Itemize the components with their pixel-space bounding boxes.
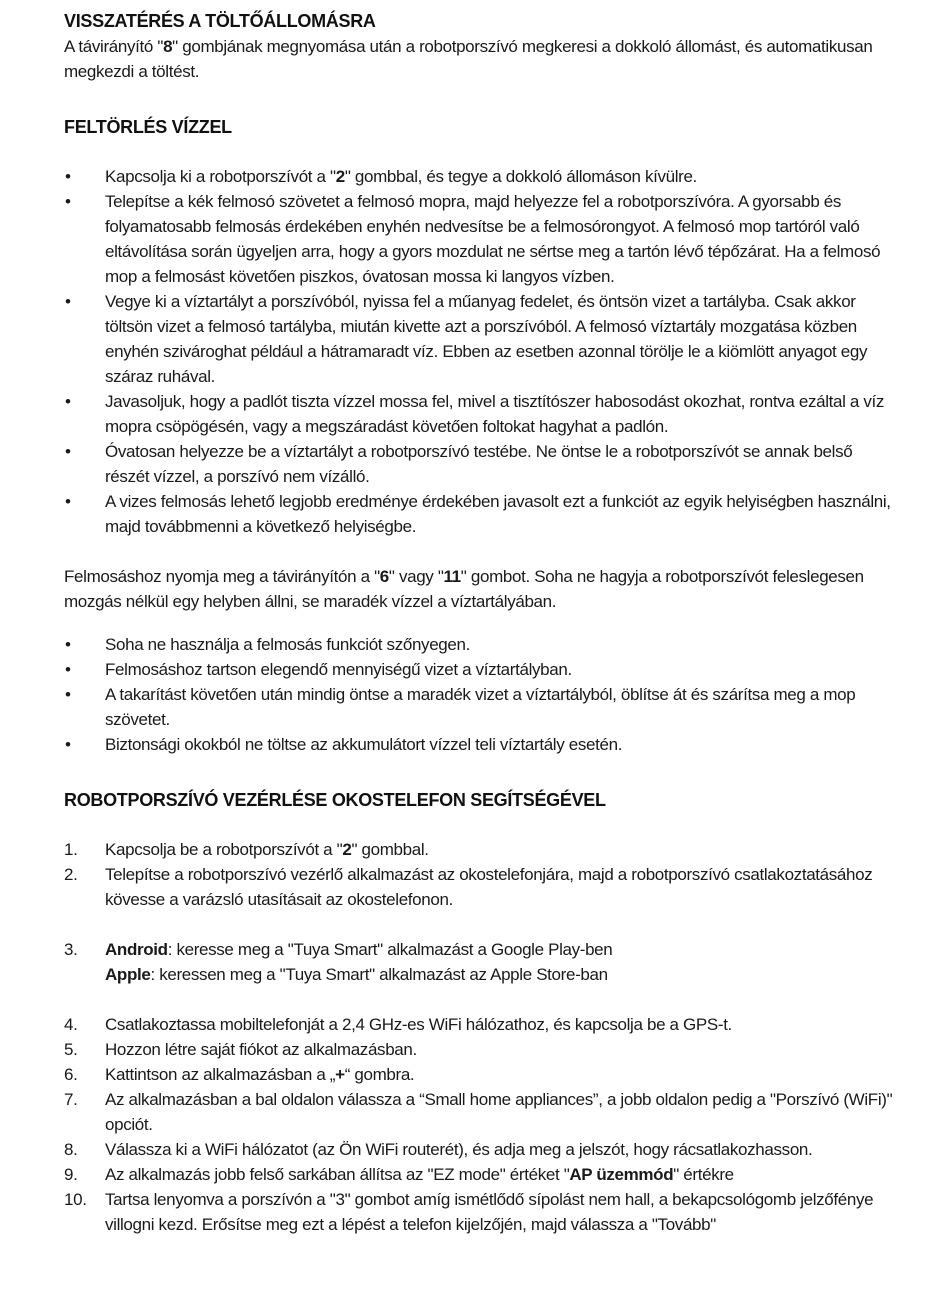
list-item: 4. Csatlakoztassa mobiltelefonját a 2,4 GHz-es WiFi hálózathoz, és kapcsolja be a GPS-t. bbox=[64, 1015, 732, 1034]
manual-page bbox=[64, 8, 894, 1237]
mopping-caution-list bbox=[64, 632, 894, 757]
list-item: 8. Válassza ki a WiFi hálózatot (az Ön WiFi routerét), és adja meg a jelszót, hogy rácsatlakozhasson. bbox=[64, 1140, 813, 1159]
list-item: • Soha ne használja a felmosás funkciót szőnyegen. bbox=[64, 632, 894, 657]
list-item: • Felmosáshoz tartson elegendő mennyiségű vizet a víztartályban. bbox=[64, 657, 894, 682]
list-item: • Telepítse a kék felmosó szövetet a felmosó mopra, majd helyezze fel a robotporszívóra. A gyorsabb és folyamatosabb felmosás érdekében enyhén nedvesítse be a felmosórongyot. A felmosó mop tartóról való eltávolítása során ügyeljen arra, hogy a gyors mozdulat ne sértse meg a tartón lévő tépőzárat. Ha a felmosó mop a felmosást követően piszkos, óvatosan mossa ki langyos vízben. bbox=[64, 189, 894, 289]
list-item: • Biztonsági okokból ne töltse az akkumulátort vízzel teli víztartály esetén. bbox=[64, 732, 894, 757]
list-item: • Vegye ki a víztartályt a porszívóból, nyissa fel a műanyag fedelet, és öntsön vizet a tartályba. Csak akkor töltsön vizet a felmosó tartályba, miután kivette azt a porszívóból. A felmosó víztartály mozgatása közben enyhén szivároghat például a hátramaradt víz. Ebben az esetben azonnal törölje le a kiömlött anyagot egy száraz ruhával. bbox=[64, 289, 894, 389]
list-item: 10. Tartsa lenyomva a porszívón a "3" gombot amíg ismétlődő sípolást nem hall, a bekapcsológomb jelzőfénye villogni kezd. Erősítse meg ezt a lépést a telefon kijelzőjén, majd válassza a "Tovább" bbox=[64, 1190, 874, 1234]
list-item: 9. Az alkalmazás jobb felső sarkában állítsa az "EZ mode" értéket "AP üzemmód" értékre bbox=[64, 1165, 734, 1184]
list-item: • A takarítást követően után mindig öntse a maradék vizet a víztartályból, öblítse át és szárítsa meg a mop szövetet. bbox=[64, 682, 894, 732]
list-item: 1. Kapcsolja be a robotporszívót a "2" gombbal. bbox=[64, 840, 429, 859]
smartphone-steps-list bbox=[64, 837, 894, 1237]
section-title-smartphone-control: ROBOTPORSZÍVÓ VEZÉRLÉSE OKOSTELEFON SEGÍTSÉGÉVEL bbox=[64, 790, 606, 810]
list-item: 2. Telepítse a robotporszívó vezérlő alkalmazást az okostelefonjára, majd a robotporszívó csatlakoztatásához kövesse a varázsló utasításait az okostelefonon. bbox=[64, 865, 873, 909]
paragraph-return-to-dock: A távirányító "8" gombjának megnyomása után a robotporszívó megkeresi a dokkoló állomást, és automatikusan megkezdi a töltést. bbox=[64, 37, 873, 81]
list-item: • Javasoljuk, hogy a padlót tiszta vízzel mossa fel, mivel a tisztítószer habosodást okozhat, rontva ezáltal a víz mopra csöpögésén, vagy a megszáradást követően foltokat hagyhat a padlón. bbox=[64, 389, 894, 439]
list-item: • A vizes felmosás lehető legjobb eredménye érdekében javasolt ezt a funkciót az egyik helyiségben használni, majd továbbmenni a következő helyiségbe. bbox=[64, 489, 894, 539]
list-item: 7. Az alkalmazásban a bal oldalon válassza a “Small home appliances”, a jobb oldalon pedig a "Porszívó (WiFi)" opciót. bbox=[64, 1090, 893, 1134]
list-item: 3. Android: keresse meg a "Tuya Smart" alkalmazást a Google Play-ben Apple: keressen meg a "Tuya Smart" alkalmazást az Apple Store-ban bbox=[64, 940, 613, 984]
list-item: 5. Hozzon létre saját fiókot az alkalmazásban. bbox=[64, 1040, 417, 1059]
list-item: 6. Kattintson az alkalmazásban a „+“ gombra. bbox=[64, 1065, 415, 1084]
mopping-bullet-list bbox=[64, 164, 894, 539]
paragraph-mopping-buttons: Felmosáshoz nyomja meg a távirányítón a "6" vagy "11" gombot. Soha ne hagyja a robotporszívót feleslegesen mozgás nélkül egy helyben állni, se maradék vízzel a víztartályában. bbox=[64, 567, 864, 611]
section-title-mopping: FELTÖRLÉS VÍZZEL bbox=[64, 117, 232, 137]
list-item: • Óvatosan helyezze be a víztartályt a robotporszívó testébe. Ne öntse le a robotporszívót se annak belső részét vízzel, a porszívó nem vízálló. bbox=[64, 439, 894, 489]
section-title-return-to-dock: VISSZATÉRÉS A TÖLTŐÁLLOMÁSRA bbox=[64, 11, 376, 31]
list-item: • Kapcsolja ki a robotporszívót a "2" gombbal, és tegye a dokkoló állomáson kívülre. bbox=[64, 164, 894, 189]
